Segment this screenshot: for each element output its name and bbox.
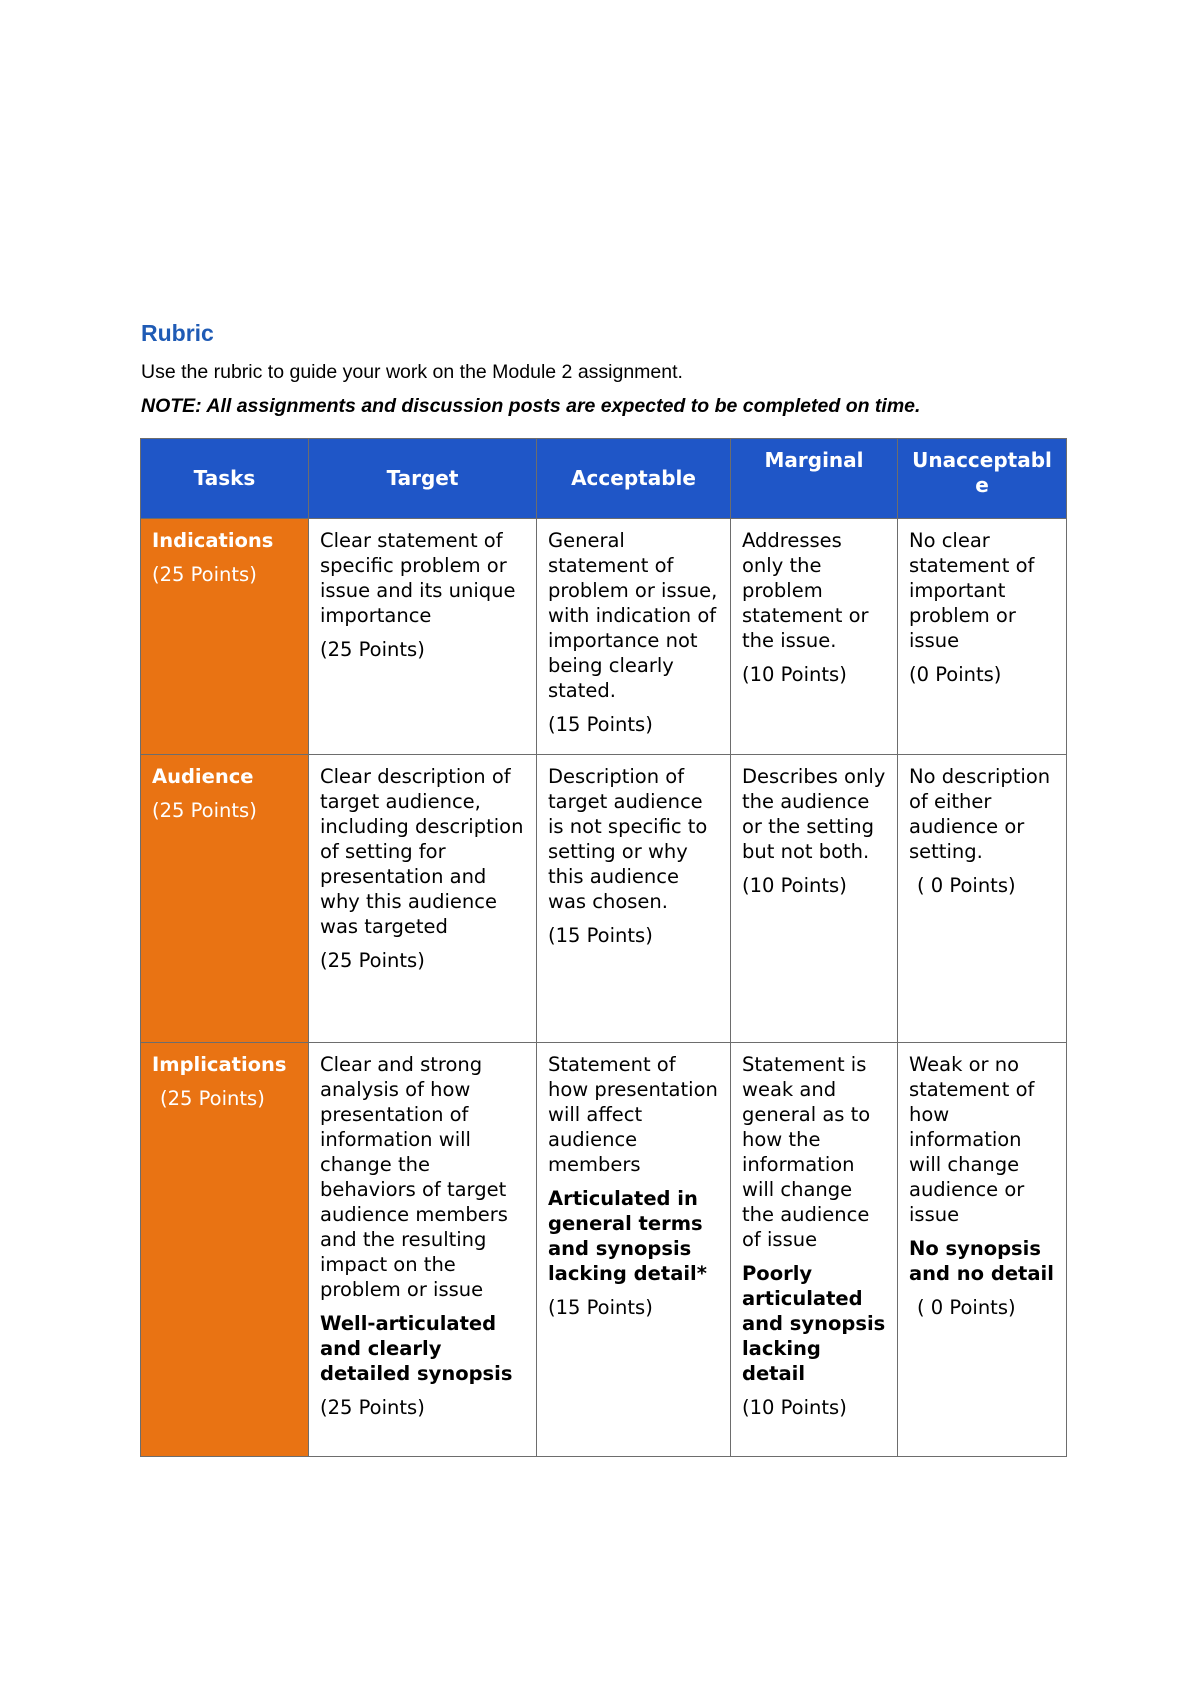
intro-text: Use the rubric to guide your work on the Module 2 assignment. [141,361,683,383]
rubric-table [140,438,1067,1457]
criteria-text: Clear description of target audience, including description of setting for presentation and why this audience was targeted [320,765,524,938]
marginal-cell [731,755,898,1043]
table-row [141,519,1067,755]
task-name: Implications [152,1053,287,1076]
task-name: Audience [152,765,254,788]
table-row [141,1043,1067,1457]
criteria-text: Clear and strong analysis of how presentation of information will change the behaviors of target audience members and the resulting impact on the problem or issue [320,1053,508,1301]
criteria-text: No clear statement of important problem or issue [909,529,1035,652]
task-cell [141,519,309,755]
column-header-tasks: Tasks [141,439,309,519]
criteria-points: (10 Points) [742,874,847,897]
criteria-text: Description of target audience is not specific to setting or why this audience was chosen. [548,765,708,913]
criteria-text: Addresses only the problem statement or the issue. [742,529,869,652]
criteria-points: (25 Points) [320,638,425,661]
column-header-unacceptable: Unacceptable [898,439,1067,519]
criteria-points: (15 Points) [548,1296,653,1319]
criteria-points: (25 Points) [320,1396,425,1419]
column-header-acceptable: Acceptable [537,439,731,519]
target-cell [309,1043,537,1457]
task-cell [141,1043,309,1457]
criteria-points: (15 Points) [548,924,653,947]
criteria-points: (0 Points) [909,663,1002,686]
criteria-synopsis: Well-articulated and clearly detailed synopsis [320,1312,513,1385]
acceptable-cell [537,755,731,1043]
criteria-synopsis: Poorly articulated and synopsis lacking detail [742,1262,886,1385]
criteria-text: Statement of how presentation will affect audience members [548,1053,718,1176]
criteria-points: ( 0 Points) [917,874,1016,897]
criteria-points: (15 Points) [548,713,653,736]
marginal-cell [731,519,898,755]
criteria-points: ( 0 Points) [917,1296,1016,1319]
column-header-marginal: Marginal [731,439,898,519]
marginal-cell [731,1043,898,1457]
task-points: (25 Points) [160,1087,265,1110]
unacceptable-cell [898,755,1067,1043]
task-points: (25 Points) [152,563,257,586]
unacceptable-cell [898,519,1067,755]
criteria-points: (10 Points) [742,1396,847,1419]
acceptable-cell [537,1043,731,1457]
page-title: Rubric [141,320,214,346]
note-text: NOTE: All assignments and discussion posts are expected to be completed on time. [141,395,921,417]
criteria-synopsis: No synopsis and no detail [909,1237,1054,1285]
criteria-text: Clear statement of specific problem or issue and its unique importance [320,529,516,627]
criteria-text: Statement is weak and general as to how the information will change the audience of issue [742,1053,871,1251]
table-header-row [141,439,1067,519]
criteria-text: General statement of problem or issue, with indication of importance not being clearly stated. [548,529,718,702]
task-points: (25 Points) [152,799,257,822]
task-cell [141,755,309,1043]
criteria-text: Describes only the audience or the setting but not both. [742,765,886,863]
criteria-text: Weak or no statement of how information will change audience or issue [909,1053,1035,1226]
task-name: Indications [152,529,274,552]
column-header-target: Target [309,439,537,519]
criteria-points: (10 Points) [742,663,847,686]
acceptable-cell [537,519,731,755]
criteria-text: No description of either audience or setting. [909,765,1051,863]
target-cell [309,755,537,1043]
criteria-points: (25 Points) [320,949,425,972]
table-row [141,755,1067,1043]
criteria-synopsis: Articulated in general terms and synopsis lacking detail* [548,1187,707,1285]
unacceptable-cell [898,1043,1067,1457]
target-cell [309,519,537,755]
